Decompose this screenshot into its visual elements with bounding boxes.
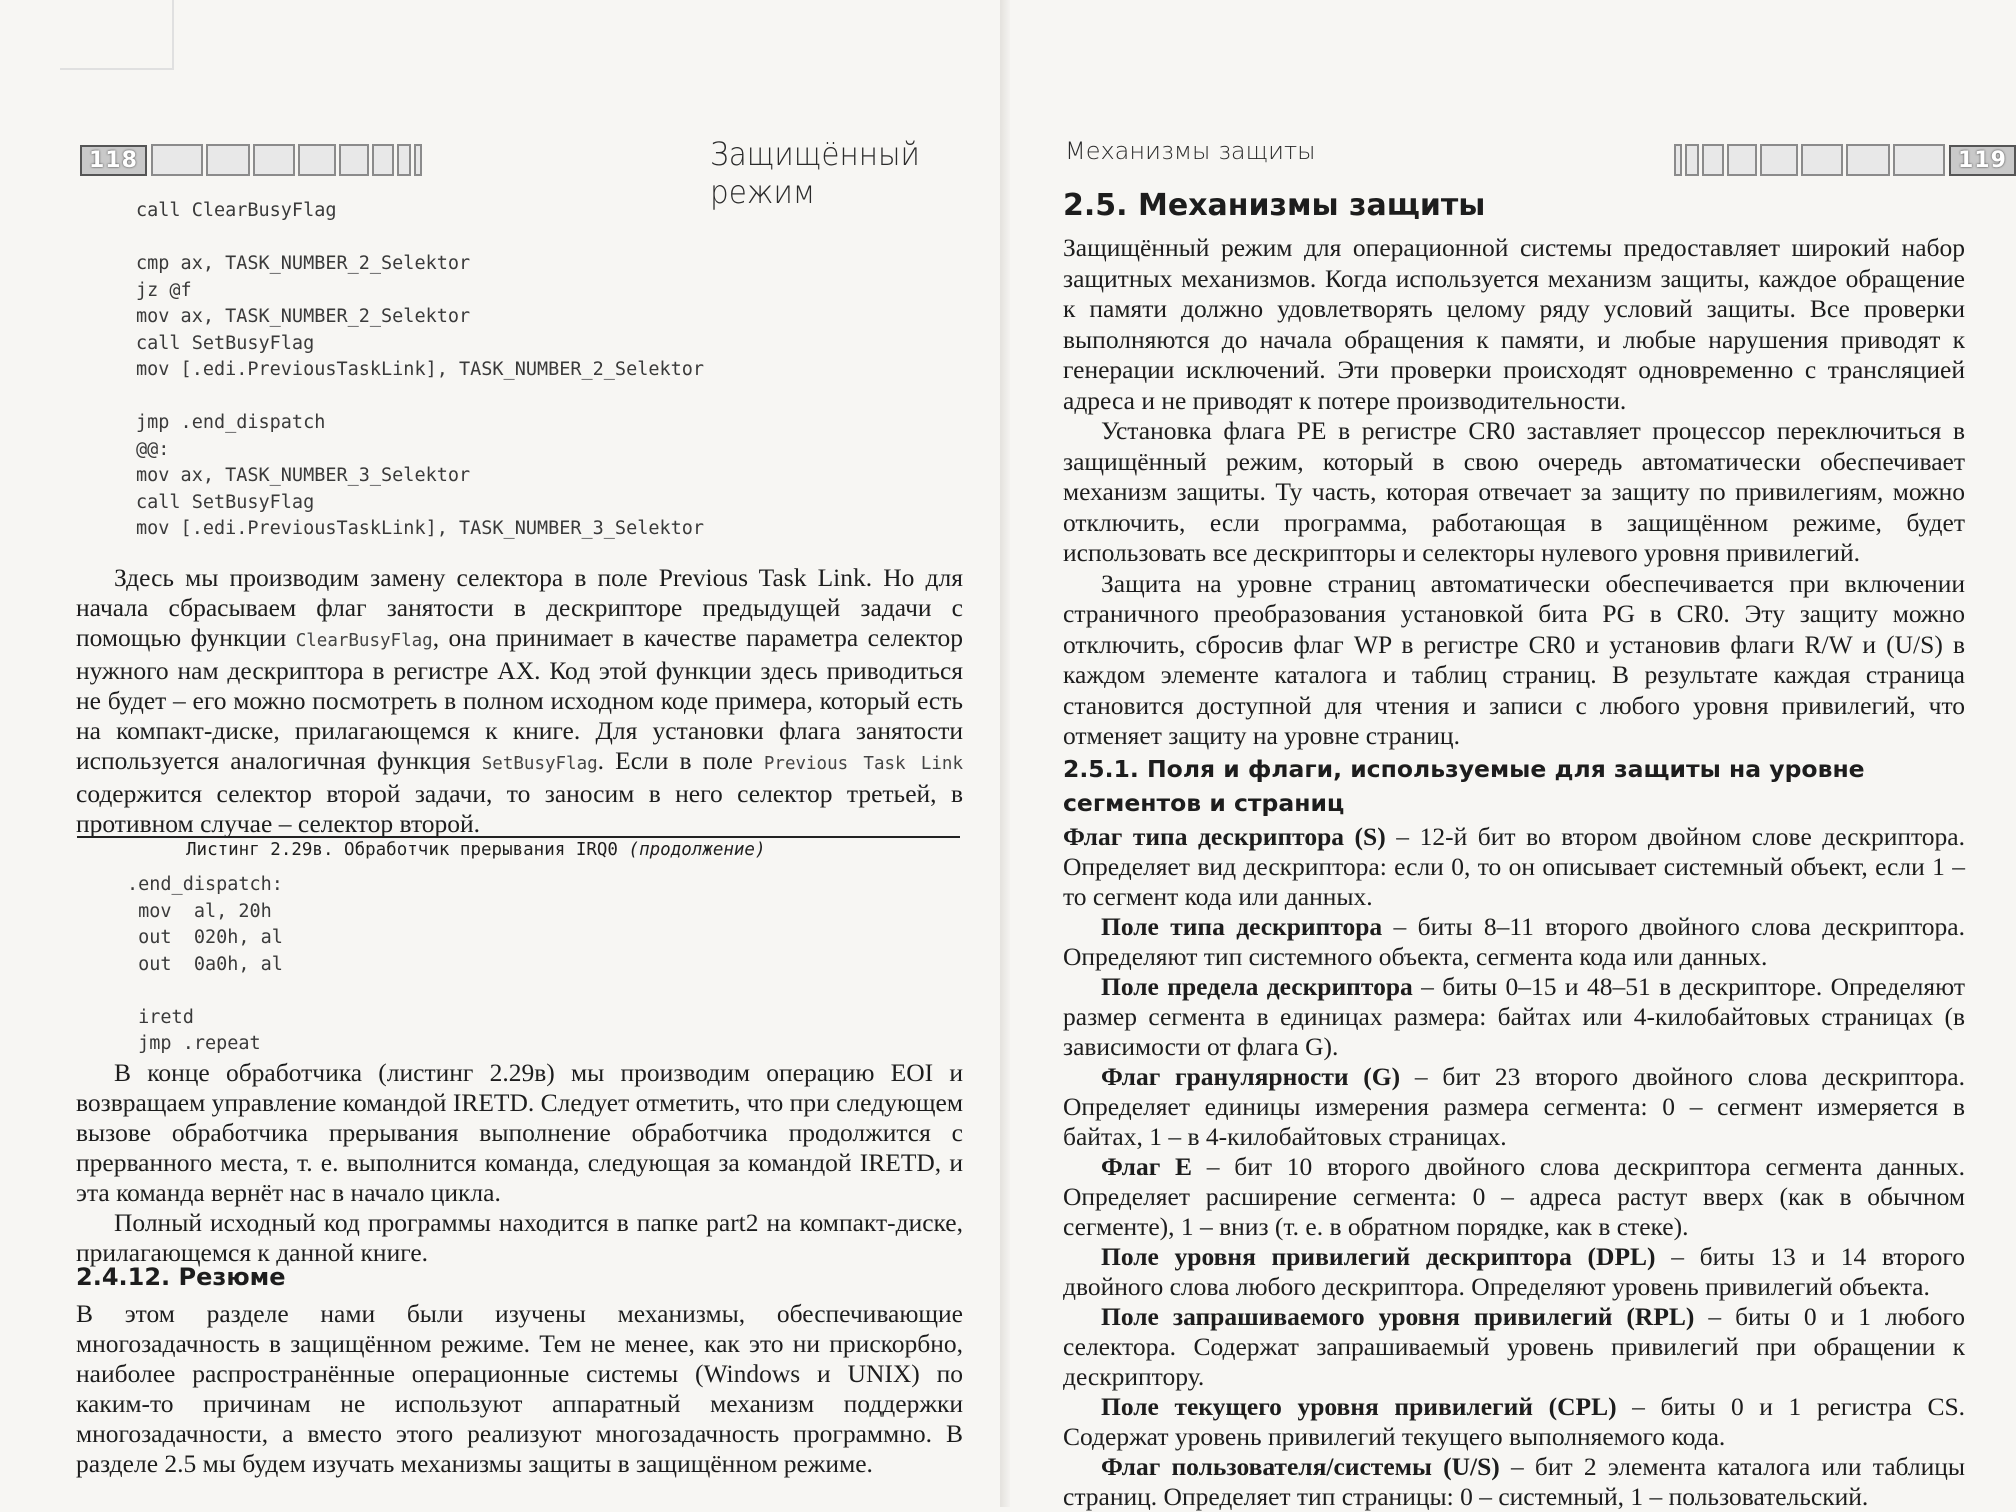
code-block-top: call ClearBusyFlag cmp ax, TASK_NUMBER_2_Selektor jz @f mov ax, TASK_NUMBER_2_Selektor call SetBusyFlag mov [.edi.PreviousTaskLink], TASK_NUMBER_2_Selektor jmp .end_dispatch @@: mov ax, TASK_NUMBER_3_Selektor call SetBusyFlag mov [.edi.PreviousTaskLink], TASK_NUMBER_3_Selektor — [136, 200, 705, 539]
definition-item: Флаг типа дескриптора (S) – 12-й бит во втором двойном слове дескриптора. Определяет вид дескриптора: если 0, то он описывает системный объект, если 1 – то сегмент кода или данных. — [1063, 822, 1965, 911]
page-number-right: 119 — [1949, 145, 2016, 176]
listing-caption: Листинг 2.29в. Обработчик прерывания IRQ0 (продолжение) — [186, 840, 766, 860]
left-page-header — [80, 132, 426, 176]
section-heading-protection: 2.5. Механизмы защиты — [1063, 188, 1486, 223]
paragraph-resume: В этом разделе нами были изучены механизмы, обеспечивающие многозадачность в защищённом режиме. Тем не менее, как это ни прискорбно, наиболее распространённые операционные системы (Windows и UNIX) по каким-то причинам не используют аппаратный механизм поддержки многозадачности, а вместо этого реализуют многозадачность программно. В разделе 2.5 мы будем изучать механизмы защиты в защищённом режиме. — [76, 1299, 963, 1478]
listing-rule-top — [77, 836, 960, 838]
definition-item: Поле предела дескриптора – биты 0–15 и 48–51 в дескрипторе. Определяют размер сегмента в единицах размера: байтах или 4-килобайтовых страницах (в зависимости от флага G). — [1063, 972, 1965, 1061]
section-heading-resume: 2.4.12. Резюме — [76, 1263, 286, 1291]
book-spine — [1000, 0, 1010, 1507]
paragraph-eoi: В конце обработчика (листинг 2.29в) мы производим операцию EOI и возвращаем управление командой IRETD. Следует отметить, что при следующем вызове обработчика прерывания выполнение обработчика продолжится с прерванного места, т. е. выполнится команда, следующая за командой IRETD, и эта команда вернёт нас в начало цикла. Полный исходный код программы находится в папке part2 на компакт-диске, прилагающемся к данной книге. — [76, 1058, 963, 1267]
left-page — [0, 0, 1000, 1507]
right-page-header — [1670, 132, 2016, 176]
header-decoration — [151, 144, 422, 176]
definition-item: Поле текущего уровня привилегий (CPL) – биты 0 и 1 регистра CS. Содержат уровень привилегий текущего выполняемого кода. — [1063, 1392, 1966, 1451]
page-number-left: 118 — [80, 145, 147, 176]
definition-item: Флаг гранулярности (G) – бит 23 второго двойного слова дескриптора. Определяет единицы измерения размера сегмента: 0 – сегмент измеряется в байтах, 1 – в 4-килобайтовых страницах. — [1063, 1062, 1965, 1151]
definition-item: Поле типа дескриптора – биты 8–11 второго двойного слова дескриптора. Определяют тип системного объекта, сегмента кода или данных. — [1063, 912, 1965, 971]
code-block-listing: .end_dispatch: mov al, 20h out 020h, al out 0a0h, al iretd jmp .repeat — [127, 874, 283, 1054]
intro-paragraphs: Защищённый режим для операционной системы предоставляет широкий набор защитных механизмов. Когда используется механизм защиты, каждое обращение к памяти должно удовлетворять целому ряду условий защиты. Все проверки выполняются до начала обращения к памяти, и любые нарушения приводят к генерации исключений. Эти проверки происходят одновременно с трансляцией адреса и не приводят к потере производительности. Установка флага PE в регистре CR0 заставляет процессор переключиться в защищённый режим, который в свою очередь автоматически обеспечивает механизм защиты. Ту часть, которая отвечает за защиту по привилегиям, можно отключить, если программа, работающая в защищённом режиме, будет использовать все дескрипторы и селекторы нулевого уровня привилегий. Защита на уровне страниц автоматически обеспечивается при включении страничного преобразования установкой бита PG в CR0. Эту защиту можно отключить, сбросив флаг WP в регистре CR0 и установив флаги R/W и (U/S) в каждом элементе каталога и таблиц страниц. В результате каждая страница становится доступной для чтения и записи с любого уровня привилегий, что отменяет защиту на уровне страниц. — [1063, 233, 1966, 750]
subsection-heading-fields: 2.5.1. Поля и флаги, используемые для защиты на уровне сегментов и страниц — [1063, 755, 1865, 817]
paragraph-busy-flag: Здесь мы производим замену селектора в поле Previous Task Link. Но для начала сбрасываем флаг занятости в дескрипторе предыдущей задачи с помощью функции ClearBusyFlag, она принимает в качестве параметра селектор нужного нам дескриптора в регистре AX. Код этой функции здесь приводиться не будет – его можно посмотреть в полном исходном коде примера, который есть на компакт-диске, прилагающемся к книге. Для установки флага занятости используется аналогичная функция SetBusyFlag. Если в поле Previous Task Link содержится селектор второй задачи, то заносим в него селектор третьей, в противном случае – селектор второй. — [76, 563, 963, 838]
header-decoration — [1674, 144, 1945, 176]
definition-item: Поле уровня привилегий дескриптора (DPL) – биты 13 и 14 второго двойного слова любого дескриптора. Определяют уровень привилегий объекта. — [1063, 1242, 1965, 1301]
right-page — [1010, 0, 2007, 1511]
running-head-left: Защищённый режим — [710, 135, 920, 211]
definitions-list — [1063, 822, 1965, 1512]
definition-item: Флаг E – бит 10 второго двойного слова дескриптора сегмента данных. Определяет расширение сегмента: 0 – адреса растут вверх (как в обычном сегменте), 1 – вниз (т. е. в обратном порядке, как в стеке). — [1063, 1152, 1965, 1241]
definition-item: Флаг пользователя/системы (U/S) – бит 2 элемента каталога или таблицы страниц. Определяет тип страницы: 0 – системный, 1 – пользовательский. — [1063, 1452, 1966, 1511]
running-head-right: Механизмы защиты — [1065, 137, 1316, 165]
definition-item: Поле запрашиваемого уровня привилегий (RPL) – биты 0 и 1 любого селектора. Содержат запрашиваемый уровень привилегий при обращении к дескриптору. — [1063, 1302, 1965, 1391]
